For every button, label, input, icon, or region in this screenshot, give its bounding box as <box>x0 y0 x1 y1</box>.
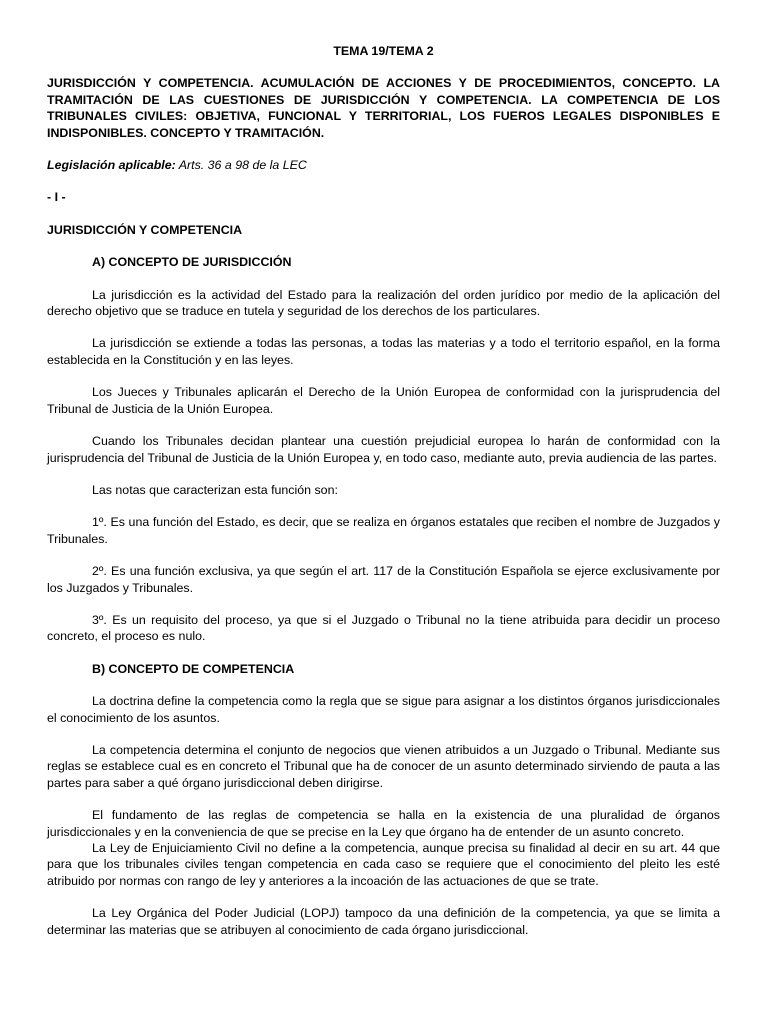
legislation-text: Arts. 36 a 98 de la LEC <box>175 158 307 173</box>
paragraph: La doctrina define la competencia como la regla que se sigue para asignar a los distintos órganos jurisdiccionales el conocimiento de los asuntos. <box>47 694 720 725</box>
list-item: 1º. Es una función del Estado, es decir, que se realiza en órganos estatales que reciben el nombre de Juzgados y Tribunales. <box>47 515 720 546</box>
document-page <box>47 43 720 954</box>
legislation-line <box>47 157 720 173</box>
paragraph: La jurisdicción se extiende a todas las personas, a todas las materias y a todo el territorio español, en la forma establecida en la Constitución y en las leyes. <box>47 336 720 367</box>
paragraph: La Ley Orgánica del Poder Judicial (LOPJ) tampoco da una definición de la competencia, ya que se limita a determinar las materias que se atribuyen al conocimiento de cada órgano jurisdiccional. <box>47 906 720 937</box>
roman-marker: - I - <box>47 190 66 205</box>
subsection-a-title: A) CONCEPTO DE JURISDICCIÓN <box>92 255 292 270</box>
paragraph: El fundamento de las reglas de competencia se halla en la existencia de una pluralidad de órganos jurisdiccionales y en la conveniencia de que se precise en la Ley que órgano ha de entender de un asunto concreto. <box>47 808 720 839</box>
paragraph: Las notas que caracterizan esta función son: <box>92 482 338 497</box>
topic-heading: JURISDICCIÓN Y COMPETENCIA. ACUMULACIÓN DE ACCIONES Y DE PROCEDIMIENTOS, CONCEPTO. LA TRAMITACIÓN DE LAS CUESTIONES DE JURISDICCIÓN Y COMPETENCIA. LA COMPETENCIA DE LOS TRIBUNALES CIVILES: OBJETIVA, FUNCIONAL Y TERRITORIAL, LOS FUEROS LEGALES DISPONIBLES E INDISPONIBLES. CONCEPTO Y TRAMITACIÓN. <box>47 76 720 140</box>
paragraph: La competencia determina el conjunto de negocios que vienen atribuidos a un Juzgado o Tribunal. Mediante sus reglas se establece cual es en concreto el Tribunal que ha de conocer de un asunto determinado sirviendo de pauta a las partes para saber a qué órgano jurisdiccional deben dirigirse. <box>47 742 720 790</box>
subsection-b-title: B) CONCEPTO DE COMPETENCIA <box>92 661 295 676</box>
paragraph: La jurisdicción es la actividad del Estado para la realización del orden jurídico por medio de la aplicación del derecho objetivo que se traduce en tutela y seguridad de los derechos de los particulares. <box>47 287 720 319</box>
legislation-label: Legislación aplicable: <box>47 158 176 173</box>
document-title: TEMA 19/TEMA 2 <box>333 44 434 58</box>
list-item: 3º. Es un requisito del proceso, ya que si el Juzgado o Tribunal no la tiene atribuida para decidir un proceso concreto, el proceso es nulo. <box>47 612 720 644</box>
paragraph: La Ley de Enjuiciamiento Civil no define a la competencia, aunque precisa su finalidad al decir en su art. 44 que para que los tribunales civiles tengan competencia en cada caso se requiere que el conocimiento del pleito les esté atribuido por normas con rango de ley y anteriores a la incoación de las actuaciones de que se trate. <box>47 841 720 888</box>
list-item: 2º. Es una función exclusiva, ya que según el art. 117 de la Constitución Española se ejerce exclusivamente por los Juzgados y Tribunales. <box>47 564 720 595</box>
section-title: JURISDICCIÓN Y COMPETENCIA <box>47 222 243 237</box>
paragraph: Cuando los Tribunales decidan plantear una cuestión prejudicial europea lo harán de conformidad con la jurisprudencia del Tribunal de Justicia de la Unión Europea y, en todo caso, mediante auto, previa audiencia de las partes. <box>47 434 720 465</box>
paragraph: Los Jueces y Tribunales aplicarán el Derecho de la Unión Europea de conformidad con la jurisprudencia del Tribunal de Justicia de la Unión Europea. <box>47 385 720 416</box>
